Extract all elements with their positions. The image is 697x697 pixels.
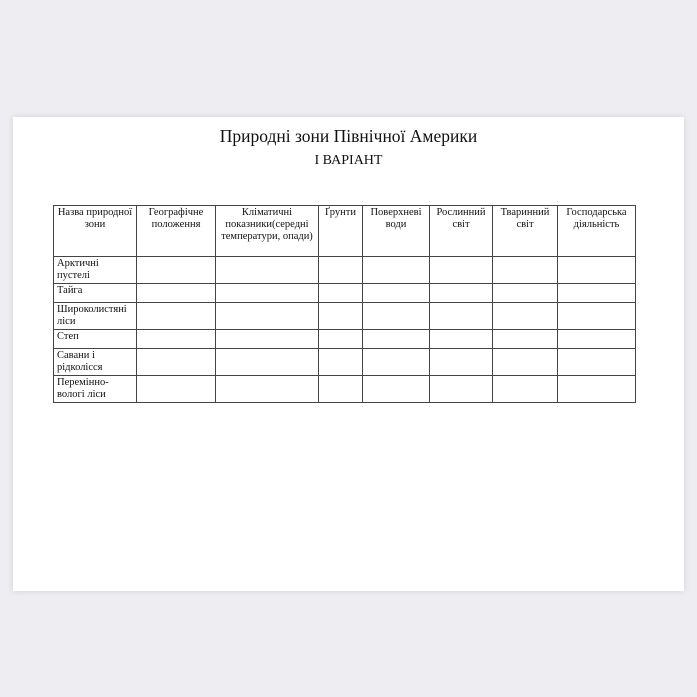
table-cell xyxy=(363,284,430,303)
zone-name-cell: Широколистяні ліси xyxy=(54,303,137,330)
table-cell xyxy=(137,330,216,349)
table-cell xyxy=(216,257,319,284)
table-cell xyxy=(558,330,636,349)
header-flora: Рослинний світ xyxy=(430,206,493,257)
table-cell xyxy=(216,376,319,403)
header-fauna: Тваринний світ xyxy=(493,206,558,257)
table-cell xyxy=(363,330,430,349)
table-row xyxy=(54,349,636,376)
table-cell xyxy=(558,376,636,403)
table-cell xyxy=(558,257,636,284)
table-cell xyxy=(319,330,363,349)
table-cell xyxy=(430,376,493,403)
table-cell xyxy=(137,257,216,284)
table-row xyxy=(54,257,636,284)
table-cell xyxy=(319,284,363,303)
table-cell xyxy=(430,257,493,284)
header-climate-indicators: Кліматичні показники(середні температури, опади) xyxy=(216,206,319,257)
table-cell xyxy=(137,284,216,303)
table-cell xyxy=(363,349,430,376)
table-cell xyxy=(493,284,558,303)
zone-name-cell: Перемінно-вологі ліси xyxy=(54,376,137,403)
table-cell xyxy=(216,284,319,303)
table-cell xyxy=(430,284,493,303)
table-row xyxy=(54,376,636,403)
table-cell xyxy=(363,376,430,403)
header-surface-waters: Поверхневі води xyxy=(363,206,430,257)
table-cell xyxy=(319,257,363,284)
table-cell xyxy=(430,349,493,376)
document-page xyxy=(13,117,684,591)
table-cell xyxy=(216,303,319,330)
natural-zones-table xyxy=(53,205,636,403)
table-cell xyxy=(493,349,558,376)
zone-name-cell: Тайга xyxy=(54,284,137,303)
header-economic-activity: Господарська діяльність xyxy=(558,206,636,257)
header-zone-name: Назва природної зони xyxy=(54,206,137,257)
document-title: Природні зони Північної Америки xyxy=(219,126,478,146)
header-soils: Ґрунти xyxy=(319,206,363,257)
table-cell xyxy=(558,349,636,376)
table-cell xyxy=(558,303,636,330)
table-cell xyxy=(137,303,216,330)
table-cell xyxy=(493,330,558,349)
table-cell xyxy=(493,376,558,403)
document-subtitle: І ВАРІАНТ xyxy=(314,153,383,168)
table-header-row xyxy=(54,206,636,257)
zone-name-cell: Савани і рідколісся xyxy=(54,349,137,376)
table-cell xyxy=(216,330,319,349)
table-cell xyxy=(216,349,319,376)
table-cell xyxy=(363,257,430,284)
table-cell xyxy=(137,376,216,403)
table-cell xyxy=(319,376,363,403)
zone-name-cell: Степ xyxy=(54,330,137,349)
table-cell xyxy=(430,303,493,330)
table-cell xyxy=(558,284,636,303)
table-cell xyxy=(319,303,363,330)
table-cell xyxy=(430,330,493,349)
header-geographic-position: Географічне положення xyxy=(137,206,216,257)
table-cell xyxy=(493,257,558,284)
table-row xyxy=(54,330,636,349)
zone-name-cell: Арктичні пустелі xyxy=(54,257,137,284)
table-row xyxy=(54,303,636,330)
table-cell xyxy=(137,349,216,376)
table-cell xyxy=(493,303,558,330)
table-row xyxy=(54,284,636,303)
table-cell xyxy=(363,303,430,330)
table-cell xyxy=(319,349,363,376)
